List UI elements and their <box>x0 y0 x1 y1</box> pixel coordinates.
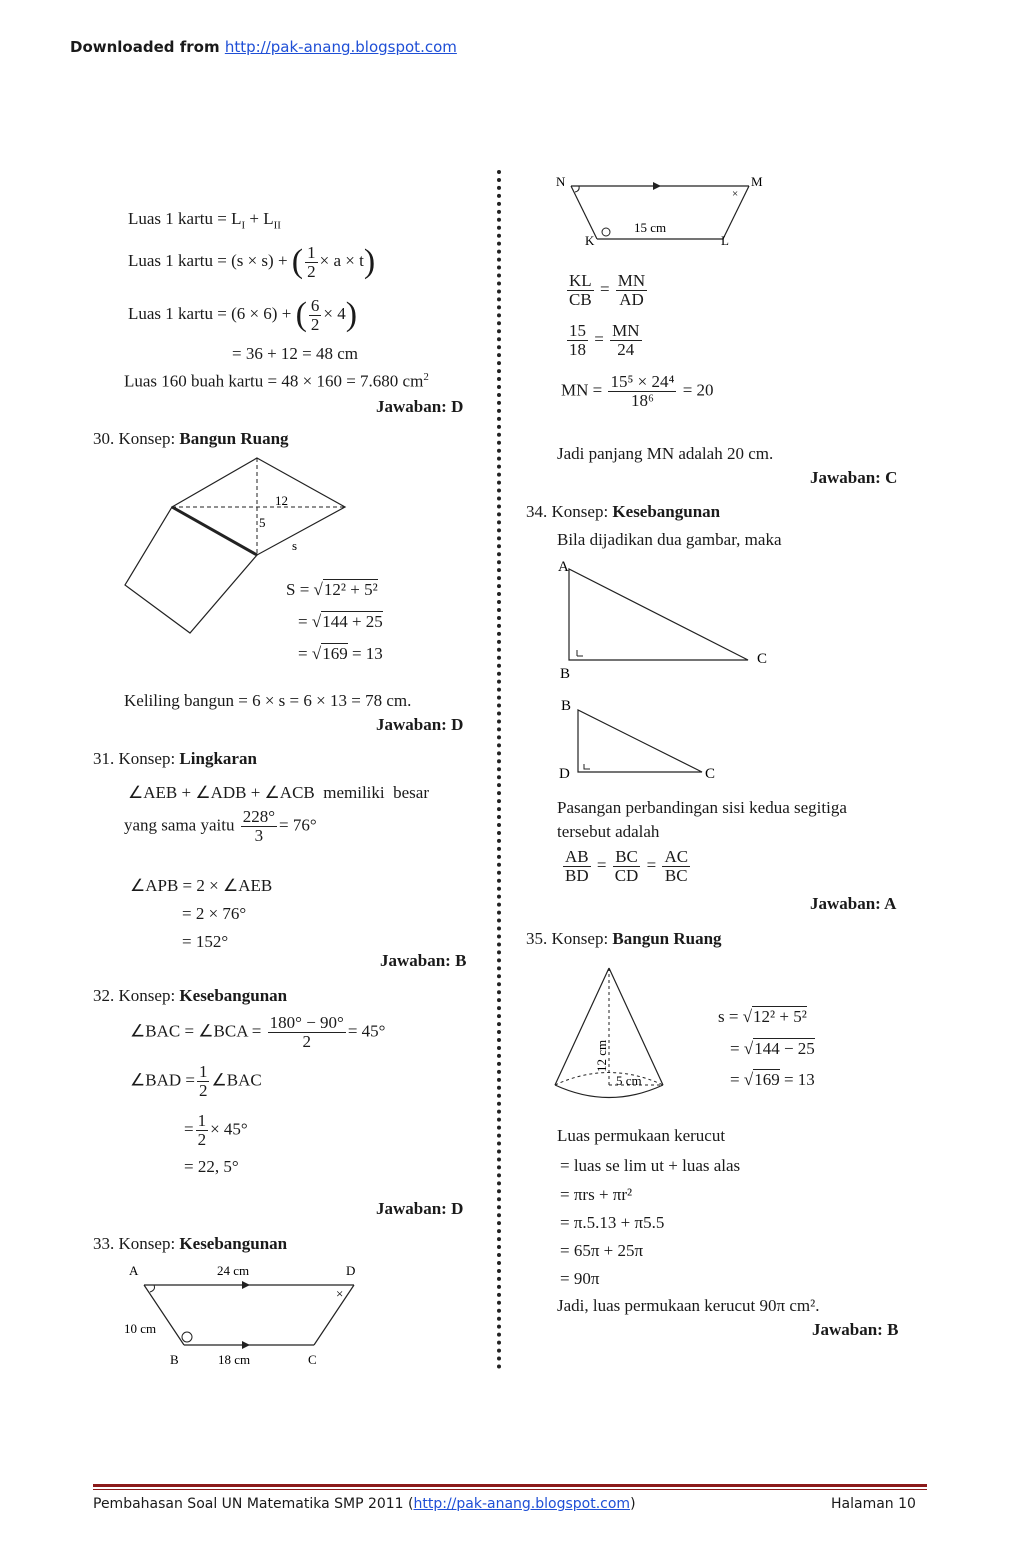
p31-line3: ∠APB = 2 × ∠AEB <box>130 876 273 895</box>
svg-text:L: L <box>721 233 729 248</box>
p31-line4: = 2 × 76° <box>182 904 247 923</box>
p35-s1: s = √12² + 5² <box>718 1007 807 1026</box>
svg-text:D: D <box>346 1263 356 1278</box>
footer-rule-thin <box>93 1489 927 1490</box>
p32-line1: ∠BAC = ∠BCA = $\frac{180^\circ - 90^\circ}{2}$ = 45° <box>130 1013 386 1051</box>
page-header <box>70 38 457 56</box>
p35-line7: Jadi, luas permukaan kerucut 90π cm². <box>557 1296 820 1315</box>
p31-line2: yang sama yaitu $\frac{228^\circ}{3}$ = 76° <box>124 807 317 845</box>
p35-heading: 35. Konsep: Bangun Ruang <box>526 929 722 948</box>
svg-text:24 cm: 24 cm <box>217 1263 250 1278</box>
p30-answer: Jawaban: D <box>376 715 464 734</box>
svg-text:C: C <box>757 651 768 667</box>
p33-mn-calc: MN = $\frac{\text{15⁵ × 24⁴}}{\text{18⁶}}$ = 20 <box>561 372 714 410</box>
p35-cone-figure <box>550 960 670 1105</box>
p30-heading: 30. Konsep: Bangun Ruang <box>93 429 289 448</box>
p33-heading: 33. Konsep: Kesebangunan <box>93 1234 288 1253</box>
footer-link[interactable]: http://pak-anang.blogspot.com <box>413 1496 631 1512</box>
p29-line3: Luas 1 kartu = (6 × 6) + ( $\frac{6}{2}$ × 4) <box>128 295 358 334</box>
p34-answer: Jawaban: A <box>810 894 897 913</box>
svg-text:A: A <box>558 559 569 575</box>
svg-text:18 cm: 18 cm <box>218 1352 251 1367</box>
svg-text:C: C <box>308 1352 317 1367</box>
svg-text:B: B <box>560 666 571 682</box>
p29-answer: Jawaban: D <box>376 397 464 416</box>
p31-line1: ∠AEB + ∠ADB + ∠ACB memiliki besar <box>128 783 429 802</box>
p35-s2: = √144 − 25 <box>730 1039 815 1058</box>
p34-ratios: $\frac{AB}{BD}$ = $\frac{BC}{CD}$ = $\frac{AC}{BC}$ <box>565 847 689 885</box>
p35-s3: = √169 = 13 <box>730 1070 815 1089</box>
header-link[interactable]: http://pak-anang.blogspot.com <box>224 38 457 56</box>
footer-rule <box>93 1484 927 1487</box>
p35-line5: = 65π + 25π <box>560 1241 644 1260</box>
p29-line5: Luas 160 buah kartu = 48 × 160 = 7.680 $cm^2$ <box>124 371 429 391</box>
p29-line2: Luas 1 kartu = (s × s) + ( $\frac{1}{2}$ × a × t) <box>128 242 376 281</box>
p34-line2: tersebut adalah <box>557 822 660 841</box>
column-divider <box>497 170 501 1370</box>
svg-text:5: 5 <box>259 515 266 530</box>
p29-line4: = 36 + 12 = 48 cm <box>232 344 359 363</box>
header-prefix: Downloaded from <box>70 38 220 56</box>
p33-small-trapezoid-figure <box>553 168 783 250</box>
p35-answer: Jawaban: B <box>812 1320 899 1339</box>
svg-text:10 cm: 10 cm <box>124 1321 157 1336</box>
p33-trapezoid-figure <box>118 1258 368 1373</box>
p32-line2: ∠BAD = $\frac{1}{2}$ ∠BAC <box>130 1062 262 1100</box>
svg-text:M: M <box>751 174 763 189</box>
p31-line5: = 152° <box>182 932 229 951</box>
p32-answer: Jawaban: D <box>376 1199 464 1218</box>
p33-ratio1: $\frac{KL}{CB}$ = $\frac{MN}{AD}$ <box>569 271 646 309</box>
svg-text:A: A <box>129 1263 139 1278</box>
p30-keliling: Keliling bangun = 6 × s = 6 × 13 = 78 cm. <box>124 691 412 710</box>
svg-text:12 cm: 12 cm <box>594 1039 609 1072</box>
p35-line6: = 90π <box>560 1269 600 1288</box>
p30-s3: = √169 = 13 <box>298 644 383 663</box>
p32-line3: = $\frac{1}{2}$ × 45° <box>184 1111 248 1149</box>
p30-s1: S = √12² + 5² <box>286 580 378 599</box>
svg-text:B: B <box>170 1352 179 1367</box>
svg-text:C: C <box>705 766 716 782</box>
p32-line4: = 22, 5° <box>184 1157 239 1176</box>
p33-ratio2: $\frac{15}{18}$ = $\frac{MN}{24}$ <box>569 321 640 359</box>
p33-answer: Jawaban: C <box>810 468 898 487</box>
p35-line4: = π.5.13 + π5.5 <box>560 1213 665 1232</box>
p32-heading: 32. Konsep: Kesebangunan <box>93 986 288 1005</box>
p34-intro: Bila dijadikan dua gambar, maka <box>557 530 782 549</box>
svg-text:s: s <box>292 538 298 553</box>
p30-s2: = √144 + 25 <box>298 612 383 631</box>
p34-line1: Pasangan perbandingan sisi kedua segitiga <box>557 798 847 817</box>
p34-heading: 34. Konsep: Kesebangunan <box>526 502 721 521</box>
svg-text:12: 12 <box>275 493 288 508</box>
p35-line1: Luas permukaan kerucut <box>557 1126 726 1145</box>
p29-line1: Luas 1 kartu = $L_I + L_{II}$ <box>128 209 281 232</box>
footer-page-number: Halaman 10 <box>831 1496 916 1512</box>
p34-triangle-abc <box>552 554 782 682</box>
svg-text:×: × <box>732 188 739 200</box>
svg-text:5 cm: 5 cm <box>616 1073 642 1088</box>
p34-triangle-bdc <box>552 690 732 782</box>
p31-heading: 31. Konsep: Lingkaran <box>93 749 257 768</box>
footer-title: Pembahasan Soal UN Matematika SMP 2011 (http://pak-anang.blogspot.com) <box>93 1496 636 1512</box>
svg-text:×: × <box>336 1286 344 1301</box>
p35-line3: = πrs + πr² <box>560 1185 633 1204</box>
p35-line2: = luas se lim ut + luas alas <box>560 1156 741 1175</box>
svg-text:15 cm: 15 cm <box>634 220 667 235</box>
svg-text:B: B <box>561 698 572 714</box>
svg-text:K: K <box>585 233 595 248</box>
p31-answer: Jawaban: B <box>380 951 467 970</box>
p33-conclusion: Jadi panjang MN adalah 20 cm. <box>557 444 774 463</box>
svg-text:D: D <box>559 766 570 782</box>
svg-text:N: N <box>556 174 566 189</box>
